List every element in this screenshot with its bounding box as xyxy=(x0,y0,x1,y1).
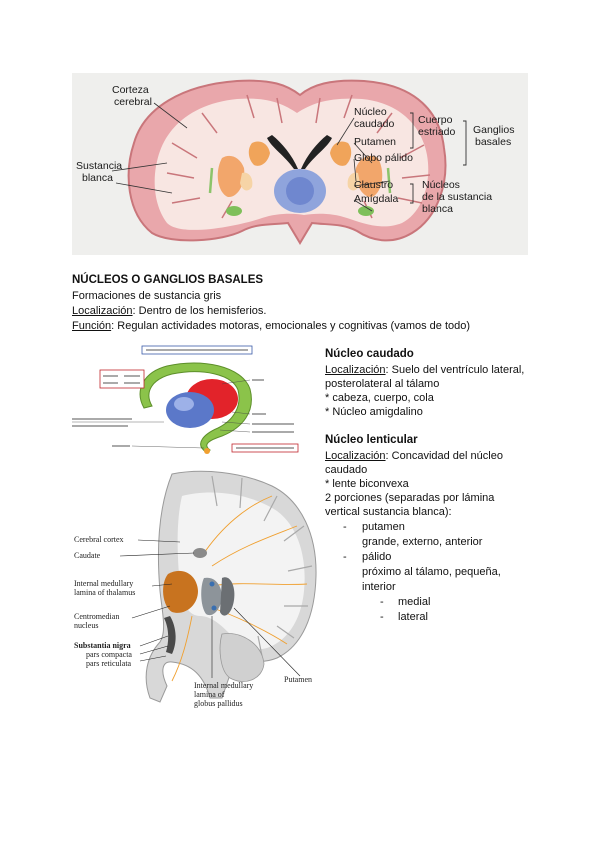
label-putamen: Putamen xyxy=(354,136,397,148)
label-nucleos-sb-1: Núcleos xyxy=(422,179,460,191)
label-gp-2: lamina of xyxy=(194,690,225,699)
label-substantia-3: pars reticulata xyxy=(86,659,132,668)
thalamus-blue xyxy=(166,392,214,428)
label-nucleos-sb-3: blanca xyxy=(422,203,453,215)
amygdala-orange xyxy=(204,448,210,454)
label-internal-med-1: Internal medullary xyxy=(74,579,134,588)
lenticular-title: Núcleo lenticular xyxy=(325,434,418,446)
label-substantia-2: pars compacta xyxy=(86,650,132,659)
label-nucleos-sb-2: de la sustancia xyxy=(422,191,493,203)
label-centromedian-1: Centromedian xyxy=(74,612,120,621)
label-corteza-2: cerebral xyxy=(114,96,152,108)
putamen-label: putamen xyxy=(362,521,405,533)
label-nucleo-caudado-1: Núcleo xyxy=(354,106,387,118)
dash-lateral: - xyxy=(380,611,384,623)
label-globo-palido: Globo pálido xyxy=(354,152,413,164)
label-amigdala: Amígdala xyxy=(354,193,399,205)
section-title: NÚCLEOS O GANGLIOS BASALES xyxy=(72,274,264,286)
intro-line1: Formaciones de sustancia gris xyxy=(72,290,222,302)
label-ganglios-1: Ganglios xyxy=(473,124,515,136)
blue-spot-2 xyxy=(212,606,217,611)
caudado-item1: * cabeza, cuerpo, cola xyxy=(325,392,434,404)
basal-ganglia-3d-figure xyxy=(72,344,304,456)
thalamus-inner xyxy=(286,177,314,205)
label-cerebral-cortex: Cerebral cortex xyxy=(74,535,124,544)
label-nucleo-caudado-2: caudado xyxy=(354,118,395,130)
label-substantia-1: Substantia nigra xyxy=(74,641,131,650)
dash-putamen: - xyxy=(343,521,347,533)
loc-label: Localización xyxy=(72,305,133,317)
amygdala xyxy=(226,206,242,216)
caudado-item2: * Núcleo amigdalino xyxy=(325,406,423,418)
palido-label: pálido xyxy=(362,551,392,563)
caudado-title: Núcleo caudado xyxy=(325,348,414,360)
caudate xyxy=(193,548,207,558)
label-gp-1: Internal medullary xyxy=(194,681,254,690)
label-cuerpo-estriado-2: estriado xyxy=(418,126,456,138)
dash-medial: - xyxy=(380,596,384,608)
lenticular-item1: * lente biconvexa xyxy=(325,478,409,490)
label-cuerpo-estriado-1: Cuerpo xyxy=(418,114,453,126)
lateral-label: lateral xyxy=(398,611,428,623)
label-internal-med-2: lamina of thalamus xyxy=(74,588,136,597)
label-sustancia-2: blanca xyxy=(82,172,113,184)
caudado-loc-text: : Suelo del ventrículo lateral, xyxy=(385,364,525,376)
lenticular-item3: vertical sustancia blanca): xyxy=(325,506,452,518)
label-sustancia-1: Sustancia xyxy=(76,160,123,172)
coronal-brain-svg xyxy=(72,73,528,255)
putamen-desc: grande, externo, anterior xyxy=(362,536,483,548)
label-ganglios-2: basales xyxy=(475,136,512,148)
intro-funcion xyxy=(72,319,470,334)
label-claustro: Claustro xyxy=(354,179,394,191)
fun-label: Función xyxy=(72,320,112,332)
label-corteza-1: Corteza xyxy=(112,84,149,96)
coronal-section-figure xyxy=(72,466,322,711)
fun-text: : Regulan actividades motoras, emocionales y cognitivas (vamos de todo) xyxy=(111,320,471,332)
lenticular-loc-text: : Concavidad del núcleo xyxy=(385,450,503,462)
palido-desc2: interior xyxy=(362,581,396,593)
thalamus-highlight xyxy=(174,397,194,411)
blue-spot-1 xyxy=(210,582,215,587)
caudado-localizacion xyxy=(325,363,524,378)
label-gp-3: globus pallidus xyxy=(194,699,243,708)
coronal-section-svg xyxy=(72,466,322,711)
caudado-loc-label: Localización xyxy=(325,364,386,376)
red-label-box-left xyxy=(100,370,144,388)
intro-localizacion xyxy=(72,304,266,319)
label-putamen: Putamen xyxy=(284,675,312,684)
label-centromedian-2: nucleus xyxy=(74,621,99,630)
coronal-brain-figure xyxy=(72,73,528,255)
lenticular-item2: 2 porciones (separadas por lámina xyxy=(325,492,495,504)
lenticular-loc-label: Localización xyxy=(325,450,386,462)
lenticular-localizacion xyxy=(325,449,503,464)
label-caudate: Caudate xyxy=(74,551,101,560)
dash-palido: - xyxy=(343,551,347,563)
basal-ganglia-svg xyxy=(72,344,304,456)
lenticular-loc-line2: caudado xyxy=(325,464,368,476)
caudado-loc-line2: posterolateral al tálamo xyxy=(325,378,440,390)
loc-text: : Dentro de los hemisferios. xyxy=(132,305,267,317)
medial-label: medial xyxy=(398,596,431,608)
palido-desc1: próximo al tálamo, pequeña, xyxy=(362,566,501,578)
